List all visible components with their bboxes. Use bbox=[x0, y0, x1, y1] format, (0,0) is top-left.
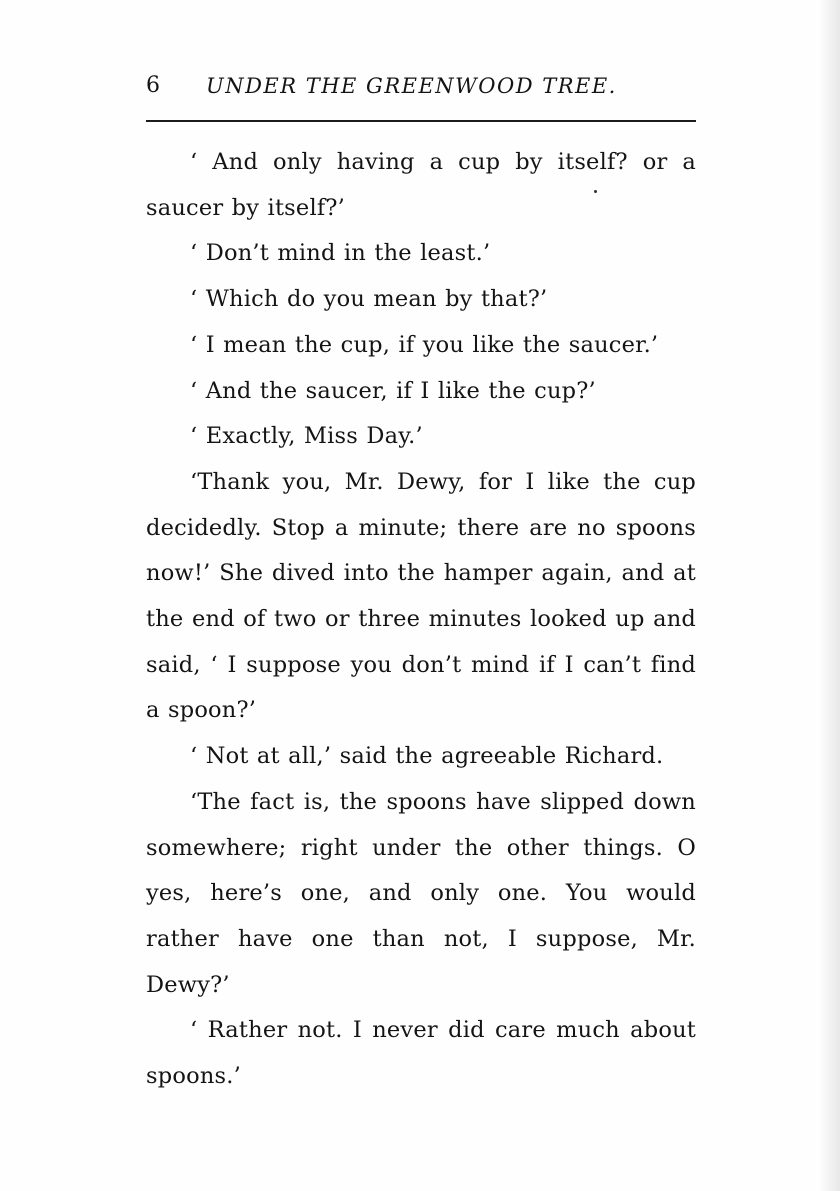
paragraph: ‘ Not at all,’ said the agreeable Richard. bbox=[190, 743, 664, 770]
body-text bbox=[146, 140, 696, 1100]
paragraph: ‘ I mean the cup, if you like the saucer.’ bbox=[190, 331, 659, 358]
paragraph: ‘ Rather not. I never did care much about spoons.’ bbox=[146, 1017, 696, 1090]
page-edge-shadow bbox=[818, 0, 840, 1191]
paragraph: ‘The fact is, the spoons have slipped down somewhere; right under the other things. O yes, here’s one, and only one. You would rather have one than not, I suppose, Mr. Dewy?’ bbox=[146, 788, 696, 998]
paragraph: ‘ Which do you mean by that?’ bbox=[190, 286, 548, 313]
page-number: 6 bbox=[146, 73, 160, 98]
page-header bbox=[146, 66, 696, 106]
paragraph: ‘ And the saucer, if I like the cup?’ bbox=[190, 377, 596, 404]
paragraph: ‘Thank you, Mr. Dewy, for I like the cup decidedly. Stop a minute; there are no spoons now!’ She dived into the hamper again, and at the end of two or three minutes looked up and said, ‘ I suppose you don’t mind if I can’t find a spoon?’ bbox=[146, 468, 696, 724]
header-rule bbox=[146, 120, 696, 122]
running-title: UNDER THE GREENWOOD TREE. bbox=[206, 74, 617, 98]
paragraph: ‘ Exactly, Miss Day.’ bbox=[190, 423, 423, 450]
paragraph: ‘ Don’t mind in the least.’ bbox=[190, 240, 491, 267]
paragraph: ‘ And only having a cup by itself? or a saucer by itself?’ bbox=[146, 149, 696, 221]
